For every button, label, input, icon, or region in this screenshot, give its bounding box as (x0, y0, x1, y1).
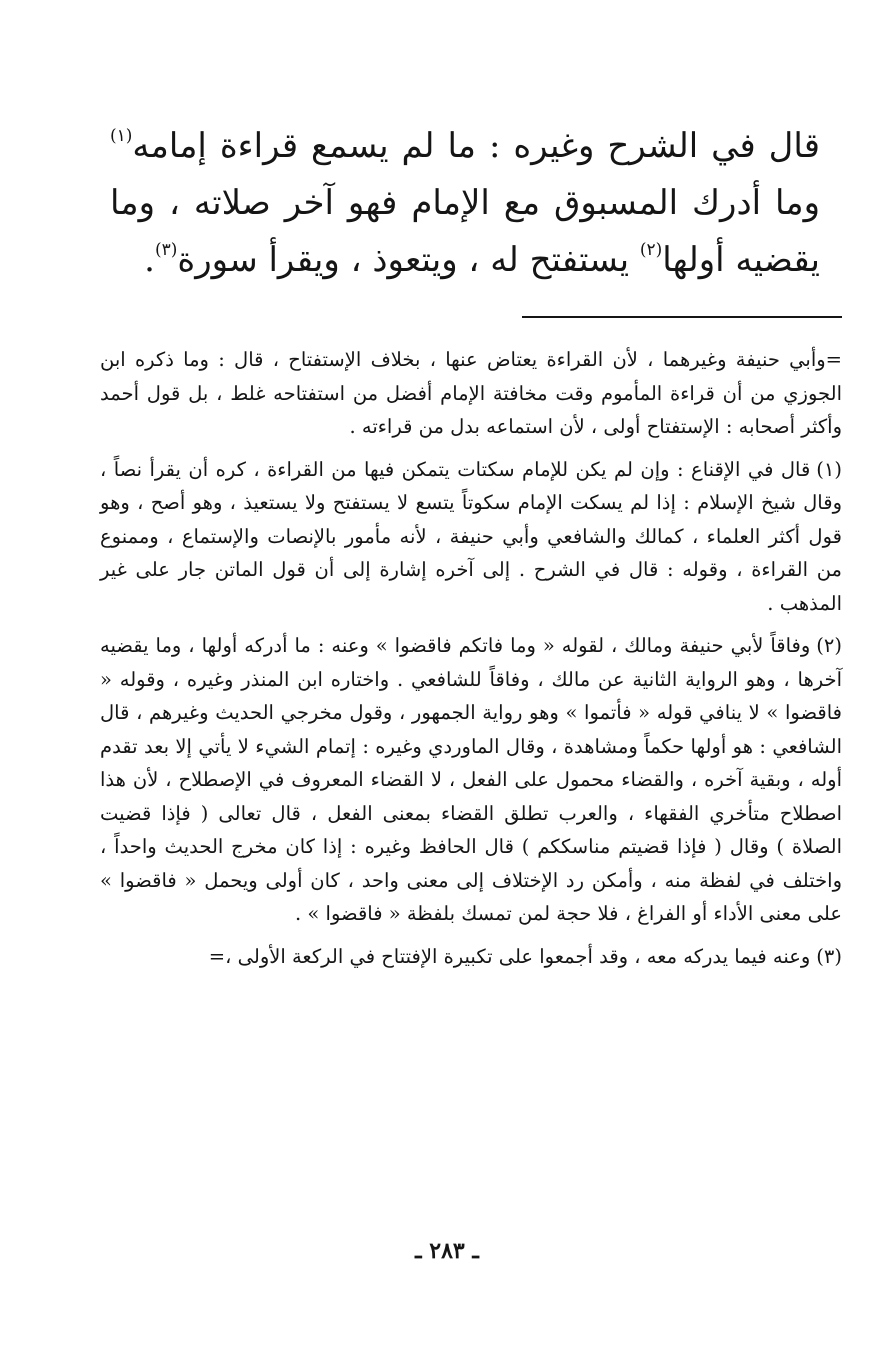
footnote-ref-2: (٢) (639, 240, 663, 260)
footnote-divider (522, 316, 842, 318)
footnote-3 (100, 940, 842, 974)
footnote-3-text: وعنه فيما يدركه معه ، وقد أجمعوا على تكبيرة الإفتتاح في الركعة الأولى ،= (208, 944, 811, 968)
footnote-1 (100, 453, 842, 621)
main-text-part-2: وما أدرك المسبوق مع الإمام فهو آخر صلاته ، وما يقضيه أولها (110, 183, 820, 280)
main-text-part-3: يستفتح له ، ويتعوذ ، ويقرأ سورة (177, 240, 640, 280)
main-text (110, 118, 820, 289)
main-text-part-1: قال في الشرح وغيره : ما لم يسمع قراءة إمامه (132, 126, 820, 166)
footnote-ref-3: (٣) (154, 240, 178, 260)
footnote-2-text: وفاقاً لأبي حنيفة ومالك ، لقوله « وما فاتكم فاقضوا » وعنه : ما أدركه أولها ، وما يقضيه آخرها ، وهو الرواية الثانية عن مالك ، وفاقاً للشافعي . واختاره ابن المنذر وغيره ، وقوله « فاقضوا » لا ينافي قوله « فأتموا » وهو رواية الجمهور ، وقول مخرجي الحديث وغيرهم ، قال الشافعي : هو أولها حكماً ومشاهدة ، وقال الماوردي وغيره : إتمام الشيء لا يأتي إلا بعد تقدم أوله ، وبقية آخره ، والقضاء محمول على الفعل ، لا القضاء المعروف في الإصطلاح ، لأن هذا اصطلاح متأخري الفقهاء ، والعرب تطلق القضاء بمعنى الفعل ، قال تعالى ( فإذا قضيت الصلاة ) وقال ( فإذا قضيتم مناسككم ) قال الحافظ وغيره : إذا كان مخرج الحديث واحداً ، واختلف في لفظة منه ، وأمكن رد الإختلاف إلى معنى واحد ، كان أولى ويحمل « فاقضوا » على معنى الأداء أو الفراغ ، فلا حجة لمن تمسك بلفظة « فاقضوا » . (100, 634, 842, 925)
footnotes (100, 343, 842, 982)
main-text-part-4: . (144, 240, 155, 280)
footnote-1-number: (١) (816, 457, 842, 481)
footnote-1-text: قال في الإقناع : وإن لم يكن للإمام سكتات يتمكن فيها من القراءة ، كره أن يقرأ نصاً ، وقال شيخ الإسلام : إذا لم يسكت الإمام سكوتاً يتسع لا يستفتح ولا يستعيذ ، وهو أصح ، وهو قول أكثر العلماء ، كمالك والشافعي وأبي حنيفة ، لأنه مأمور بالإنصات والإستماع ، وممنوع من القراءة ، وقوله : قال في الشرح . إلى آخره إشارة إلى أن قول الماتن جار على غير المذهب . (100, 457, 842, 615)
main-paragraph (110, 118, 820, 289)
footnote-continuation: =وأبي حنيفة وغيرهما ، لأن القراءة يعتاض عنها ، بخلاف الإستفتاح ، قال : وما ذكره ابن الجوزي من أن قراءة المأموم وقت مخافتة الإمام أفضل من استفتاحه غلط ، بل قول أحمد وأكثر أصحابه : الإستفتاح أولى ، لأن استماعه بدل من قراءته . (100, 348, 842, 438)
footnote-2-number: (٢) (816, 634, 842, 657)
footnote-3-number: (٣) (816, 944, 842, 968)
footnote-ref-1: (١) (110, 126, 133, 146)
page-number: ـ ٢٨٣ ـ (415, 1238, 479, 1264)
footnote-2 (100, 629, 842, 931)
